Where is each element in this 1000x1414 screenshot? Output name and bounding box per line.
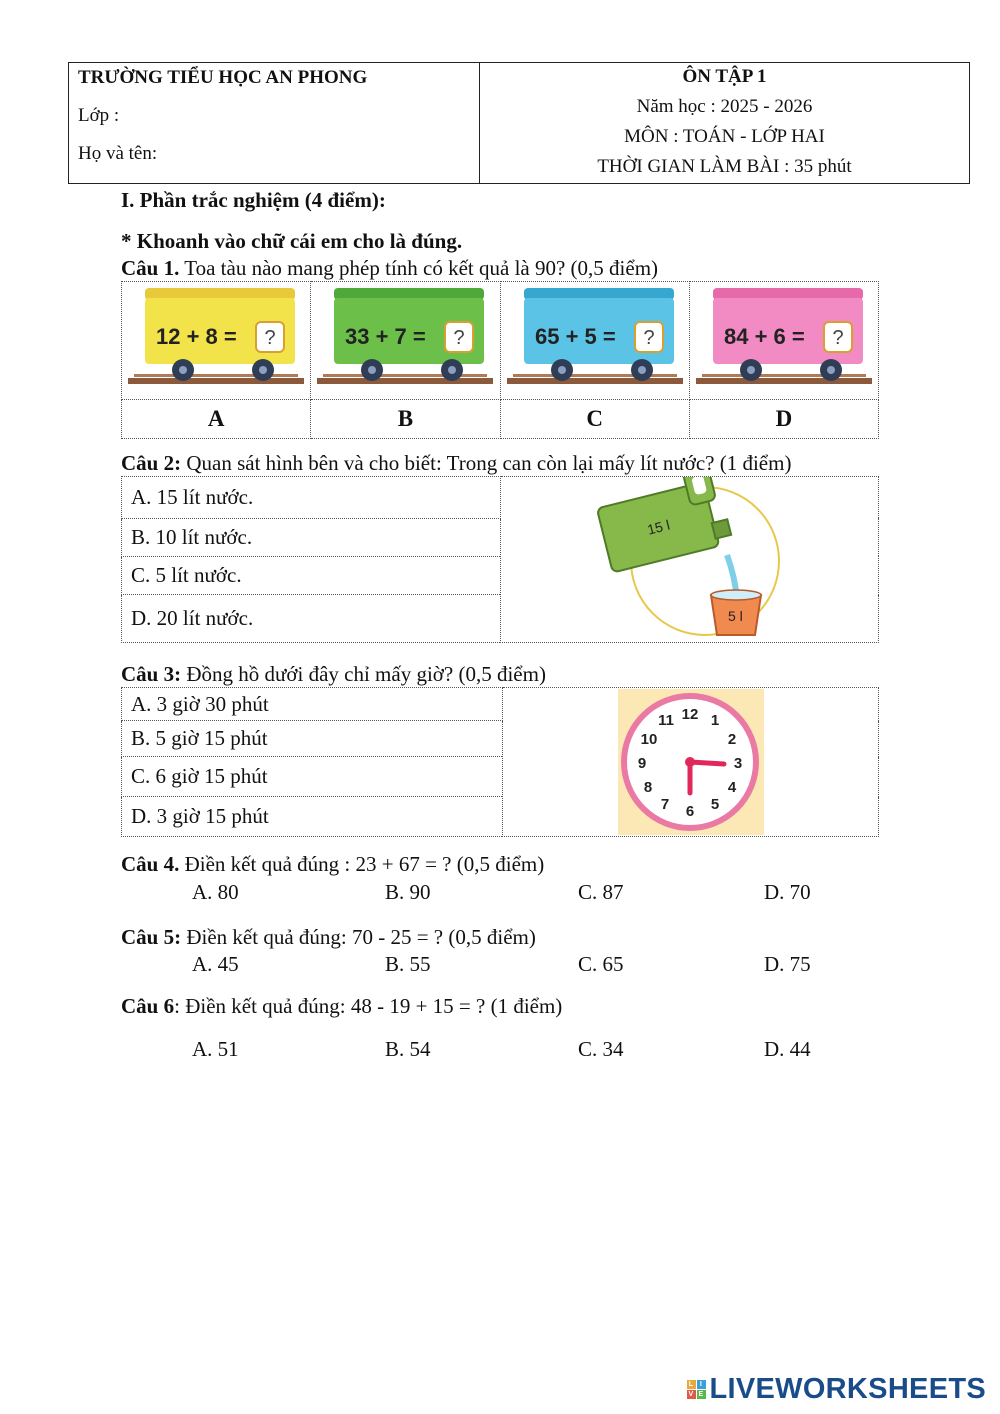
wheel-hub — [638, 366, 646, 374]
clock-number-6: 6 — [685, 803, 695, 820]
logo-mark-icon — [687, 1380, 706, 1399]
section-title: I. Phần trắc nghiệm (4 điểm): — [121, 188, 386, 212]
q5-answer-d[interactable]: D. 75 — [764, 952, 811, 976]
clock-background — [618, 689, 764, 835]
clock-number-12: 12 — [681, 706, 699, 723]
water-can-illustration — [595, 477, 785, 637]
question-4-label: Câu 4. — [121, 852, 180, 876]
rail — [317, 378, 493, 384]
duration: THỜI GIAN LÀM BÀI : 35 phút — [597, 156, 852, 177]
question-6-label: Câu 6 — [121, 994, 175, 1018]
hour-hand — [690, 762, 724, 764]
q2-option-d[interactable]: D. 20 lít nước. — [122, 595, 501, 643]
q5-answer-a[interactable]: A. 45 — [192, 952, 239, 976]
subject: MÔN : TOÁN - LỚP HAI — [624, 126, 825, 147]
liveworksheets-logo — [687, 1373, 987, 1406]
class-label: Lớp : — [78, 105, 120, 126]
exam-title: ÔN TẬP 1 — [682, 66, 767, 87]
header-box — [68, 62, 970, 184]
question-3 — [121, 662, 546, 687]
clock-number-9: 9 — [637, 755, 647, 772]
rail — [128, 378, 304, 384]
header-right — [480, 63, 969, 183]
train-b-illustration — [317, 282, 493, 394]
train-d-illustration — [696, 282, 872, 394]
water-can — [595, 477, 733, 573]
q4-answer-a[interactable]: A. 80 — [192, 880, 239, 904]
q3-option-b[interactable]: B. 5 giờ 15 phút — [122, 721, 503, 757]
question-mark: ? — [264, 327, 276, 349]
clock-number-7: 7 — [660, 796, 670, 813]
rail-top — [702, 374, 866, 377]
train-expression: 33 + 7 = — [345, 324, 427, 349]
option-a-label[interactable]: A — [122, 400, 311, 439]
train-cell-b[interactable] — [311, 282, 500, 400]
clock-number-10: 10 — [640, 731, 658, 748]
wheel-hub — [827, 366, 835, 374]
wheel-hub — [558, 366, 566, 374]
rail-top — [323, 374, 487, 377]
train-expression: 84 + 6 = — [723, 324, 805, 349]
question-2 — [121, 451, 791, 476]
bucket-water — [711, 590, 761, 600]
rail — [696, 378, 872, 384]
clock-center — [685, 757, 695, 767]
train-cell-d[interactable] — [689, 282, 878, 400]
question-5-text: Điền kết quả đúng: 70 - 25 = ? (0,5 điểm) — [181, 925, 536, 949]
question-1 — [121, 256, 658, 281]
q5-answer-c[interactable]: C. 65 — [578, 952, 624, 976]
q6-answer-b[interactable]: B. 54 — [385, 1037, 431, 1061]
clock-number-11: 11 — [658, 712, 674, 729]
rail-top — [134, 374, 298, 377]
q4-answer-b[interactable]: B. 90 — [385, 880, 431, 904]
q3-option-a[interactable]: A. 3 giờ 30 phút — [122, 688, 503, 721]
wheel-hub — [747, 366, 755, 374]
wheel-hub — [179, 366, 187, 374]
q4-answer-c[interactable]: C. 87 — [578, 880, 624, 904]
clock-illustration — [618, 689, 764, 835]
clock-number-4: 4 — [727, 779, 737, 796]
clock-number-5: 5 — [710, 796, 720, 813]
question-4 — [121, 852, 544, 877]
q2-option-a[interactable]: A. 15 lít nước. — [122, 477, 501, 519]
logo-letter: V — [687, 1390, 696, 1399]
question-2-label: Câu 2: — [121, 451, 182, 475]
water-can-cell — [501, 477, 879, 643]
clock-number-2: 2 — [727, 731, 737, 748]
question-3-label: Câu 3: — [121, 662, 182, 686]
question-1-label: Câu 1. — [121, 256, 180, 280]
q6-answer-a[interactable]: A. 51 — [192, 1037, 239, 1061]
question-mark: ? — [643, 327, 655, 349]
wheel-hub — [259, 366, 267, 374]
question-3-text: Đồng hồ dưới đây chỉ mấy giờ? (0,5 điểm) — [181, 662, 546, 686]
clock-number-8: 8 — [643, 779, 653, 796]
trains-table — [121, 281, 879, 439]
school-name: TRƯỜNG TIỂU HỌC AN PHONG — [78, 67, 368, 88]
logo-text: LIVEWORKSHEETS — [709, 1373, 986, 1405]
train-c-illustration — [507, 282, 683, 394]
train-cell-c[interactable] — [500, 282, 689, 400]
option-b-label[interactable]: B — [311, 400, 500, 439]
rail — [507, 378, 683, 384]
can-spout — [711, 519, 730, 538]
q6-answer-c[interactable]: C. 34 — [578, 1037, 624, 1061]
logo-letter: L — [687, 1380, 696, 1389]
bucket-label: 5 l — [727, 608, 743, 624]
clock-number-3: 3 — [733, 755, 743, 772]
train-a-illustration — [128, 282, 304, 394]
clock-number-1: 1 — [710, 712, 720, 729]
header-left — [69, 63, 480, 183]
q2-option-b[interactable]: B. 10 lít nước. — [122, 518, 501, 556]
q3-option-c[interactable]: C. 6 giờ 15 phút — [122, 757, 503, 797]
question-2-text: Quan sát hình bên và cho biết: Trong can còn lại mấy lít nước? (1 điểm) — [181, 451, 792, 475]
train-expression: 12 + 8 = — [156, 324, 237, 349]
option-d-label[interactable]: D — [689, 400, 878, 439]
name-label: Họ và tên: — [78, 143, 158, 164]
question-2-table — [121, 476, 879, 643]
q3-option-d[interactable]: D. 3 giờ 15 phút — [122, 797, 503, 837]
question-6 — [121, 994, 562, 1019]
train-cell-a[interactable] — [122, 282, 311, 400]
option-c-label[interactable]: C — [500, 400, 689, 439]
question-5-label: Câu 5: — [121, 925, 182, 949]
q5-answer-b[interactable]: B. 55 — [385, 952, 431, 976]
wheel-hub — [368, 366, 376, 374]
question-mark: ? — [453, 327, 465, 349]
question-5 — [121, 925, 536, 950]
clock-cell — [503, 688, 879, 837]
rail-top — [513, 374, 677, 377]
question-mark: ? — [832, 327, 844, 349]
train-expression: 65 + 5 = — [534, 324, 616, 349]
instruction: * Khoanh vào chữ cái em cho là đúng. — [121, 229, 463, 253]
wheel-hub — [448, 366, 456, 374]
q4-answer-d[interactable]: D. 70 — [764, 880, 811, 904]
can-label: 15 l — [645, 516, 671, 538]
question-1-text: Toa tàu nào mang phép tính có kết quả là 90? (0,5 điểm) — [179, 256, 659, 280]
question-6-text: : Điền kết quả đúng: 48 - 19 + 15 = ? (1 điểm) — [174, 994, 563, 1018]
school-year: Năm học : 2025 - 2026 — [636, 96, 813, 117]
q6-answer-d[interactable]: D. 44 — [764, 1037, 811, 1061]
question-4-text: Điền kết quả đúng : 23 + 67 = ? (0,5 điểm) — [179, 852, 545, 876]
logo-letter: E — [697, 1390, 706, 1399]
logo-letter: I — [697, 1380, 706, 1389]
question-3-table — [121, 687, 879, 837]
q2-option-c[interactable]: C. 5 lít nước. — [122, 556, 501, 594]
